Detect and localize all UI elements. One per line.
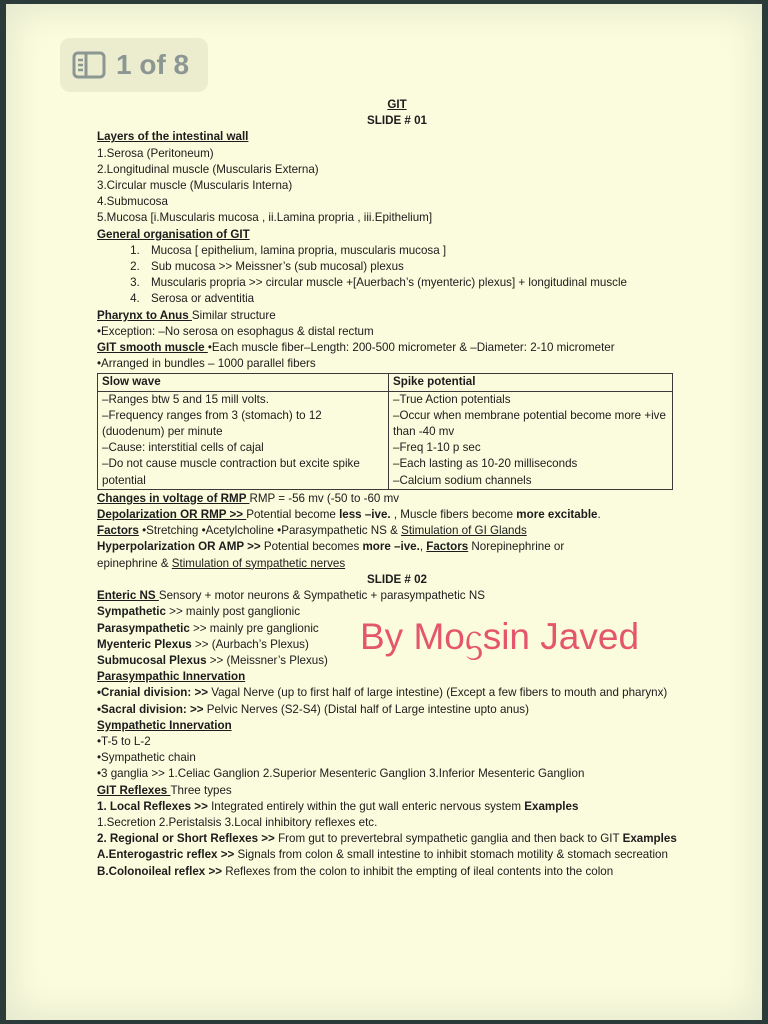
rmp-line: Changes in voltage of RMP RMP = -56 mv (-50 to -60 mv: [97, 491, 400, 505]
page-counter-text: 1 of 8: [116, 49, 190, 80]
reflexes-line: GIT Reflexes Three types: [97, 783, 232, 797]
table-cell: –Ranges btw 5 and 15 mill volts. –Frequency ranges from 3 (stomach) to 12 (duodenum) per minute –Cause: interstitial cells of cajal –Do not cause muscle contraction but excite spike potential: [98, 391, 389, 489]
doc-title: GIT: [387, 98, 407, 111]
layers-item: 3.Circular muscle (Muscularis Interna): [97, 179, 293, 193]
list-item: 3. Muscularis propria >> circular muscle +[Auerbach’s (myenteric) plexus] + longitudinal muscle: [143, 275, 697, 291]
document-page: [6, 4, 762, 1020]
layers-item: 4.Submucosa: [97, 195, 168, 209]
parasympathetic-line: Parasympathetic >> mainly pre ganglionic: [97, 621, 319, 635]
general-list: [97, 243, 697, 308]
sacral-line: •Sacral division: >> Pelvic Nerves (S2-S4) (Distal half of Large intestine upto anus): [97, 702, 529, 716]
factors-line: Factors •Stretching •Acetylcholine •Parasympathetic NS & Stimulation of GI Glands: [97, 524, 527, 538]
hyperpolarization-line-2: epinephrine & Stimulation of sympathetic nerves: [97, 556, 346, 570]
document-body: [97, 97, 697, 880]
colonoileal-line: B.Colonoileal reflex >> Reflexes from the colon to inhibit the empting of ileal contents into the colon: [97, 864, 614, 878]
chain-line: •Sympathetic chain: [97, 751, 196, 765]
enterogastric-line: A.Enterogastric reflex >> Signals from colon & small intestine to inhibit stomach motility & stomach secreation: [97, 848, 668, 862]
depolarization-line: Depolarization OR RMP >> Potential become less –ive. , Muscle fibers become more excitable.: [97, 508, 601, 522]
local-reflexes-line: 1. Local Reflexes >> Integrated entirely within the gut wall enteric nervous system Examples: [97, 799, 579, 813]
submucosal-line: Submucosal Plexus >> (Meissner’s Plexus): [97, 653, 328, 667]
cranial-line: •Cranial division: >> Vagal Nerve (up to first half of large intestine) (Except a few fibers to mouth and pharynx): [97, 686, 668, 700]
table-header: Slow wave: [98, 374, 389, 391]
sympathetic-line: Sympathetic >> mainly post ganglionic: [97, 605, 301, 619]
ganglia-line: •3 ganglia >> 1.Celiac Ganglion 2.Superior Mesenteric Ganglion 3.Inferior Mesenteric Ganglion: [97, 767, 585, 781]
list-item: 2. Sub mucosa >> Meissner’s (sub mucosal) plexus: [143, 259, 697, 275]
table-row: [98, 374, 673, 391]
slide-heading-1: SLIDE # 01: [367, 114, 427, 128]
bundles-line: •Arranged in bundles – 1000 parallel fibers: [97, 357, 316, 371]
hyperpolarization-line: Hyperpolarization OR AMP >> Potential becomes more –ive., Factors Norepinephrine or: [97, 540, 565, 554]
myenteric-line: Myenteric Plexus >> (Aurbach’s Plexus): [97, 637, 309, 651]
local-examples-line: 1.Secretion 2.Peristalsis 3.Local inhibitory reflexes etc.: [97, 815, 378, 829]
list-item: 4. Serosa or adventitia: [143, 291, 697, 307]
smooth-muscle-line: GIT smooth muscle •Each muscle fiber–Length: 200-500 micrometer & –Diameter: 2-10 micrometer: [97, 341, 615, 355]
book-outline-icon: [72, 51, 106, 79]
layers-heading: Layers of the intestinal wall: [97, 130, 249, 144]
layers-item: 5.Mucosa [i.Muscularis mucosa , ii.Lamina propria , iii.Epithelium]: [97, 211, 433, 225]
slide-heading-2: SLIDE # 02: [367, 572, 427, 586]
layers-item: 2.Longitudinal muscle (Muscularis Externa): [97, 162, 319, 176]
sympathetic-innervation-heading: Sympathetic Innervation: [97, 718, 232, 732]
table-row: [98, 391, 673, 489]
page-counter-badge: [60, 38, 208, 92]
pharynx-line: Pharynx to Anus Similar structure: [97, 308, 276, 322]
list-item: 1. Mucosa [ epithelium, lamina propria, muscularis mucosa ]: [143, 243, 697, 259]
t5-line: •T-5 to L-2: [97, 734, 151, 748]
enteric-line: Enteric NS Sensory + motor neurons & Sympathetic + parasympathetic NS: [97, 589, 485, 603]
table-header: Spike potential: [389, 374, 673, 391]
table-cell: –True Action potentials –Occur when membrane potential become more +ive than -40 mv –Freq 1-10 p sec –Each lasting as 10-20 milliseconds –Calcium sodium channels: [389, 391, 673, 489]
parasympathetic-innervation-heading: Parasympathic Innervation: [97, 670, 246, 684]
layers-item: 1.Serosa (Peritoneum): [97, 146, 214, 160]
exception-line: •Exception: –No serosa on esophagus & distal rectum: [97, 324, 374, 338]
general-heading: General organisation of GIT: [97, 227, 250, 241]
wave-comparison-table: [97, 373, 673, 489]
author-watermark: By Moᦓsin Javed: [360, 616, 640, 657]
regional-reflexes-line: 2. Regional or Short Reflexes >> From gut to prevertebral sympathetic ganglia and then back to GIT Examples: [97, 832, 677, 846]
